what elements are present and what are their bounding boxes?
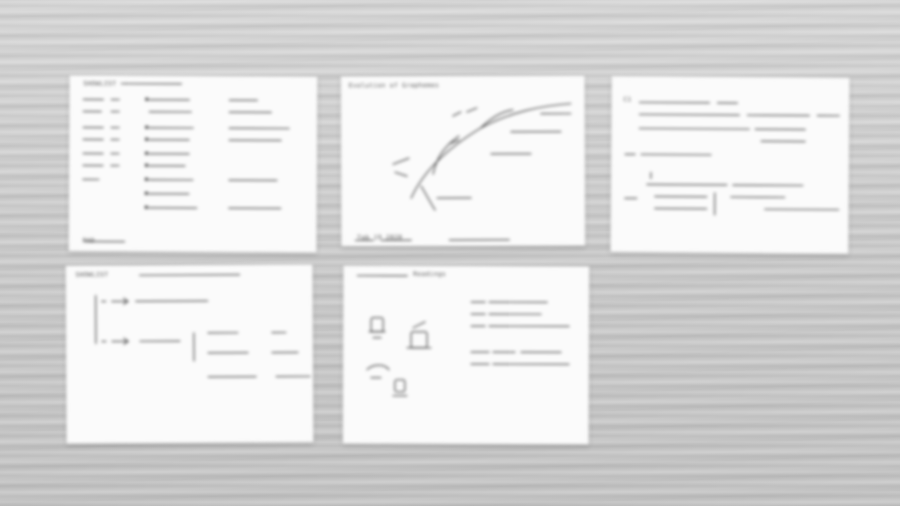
- card-5-sketch: [343, 266, 590, 445]
- note-card-3: [610, 76, 849, 254]
- card-1-handwriting: [69, 75, 318, 252]
- card-4-title: SHOWLIST: [75, 271, 109, 279]
- card-2-caption: Tab 19 2020: [357, 234, 403, 242]
- card-5-title: Readings: [413, 270, 447, 278]
- card-2-title: Evolution of Graphemes: [348, 82, 440, 90]
- card-3-handwriting: [610, 76, 849, 254]
- note-card-1: [69, 75, 318, 252]
- note-card-2: [341, 76, 586, 247]
- card-4-handwriting: [66, 264, 314, 443]
- note-card-4: [66, 264, 314, 443]
- card-1-title: SHOWLIST: [83, 80, 117, 88]
- card-2-sketch: [341, 76, 586, 247]
- note-card-5: [343, 266, 590, 445]
- card-3-title: C1: [623, 96, 632, 104]
- card-1-caption: PAD: [82, 237, 95, 245]
